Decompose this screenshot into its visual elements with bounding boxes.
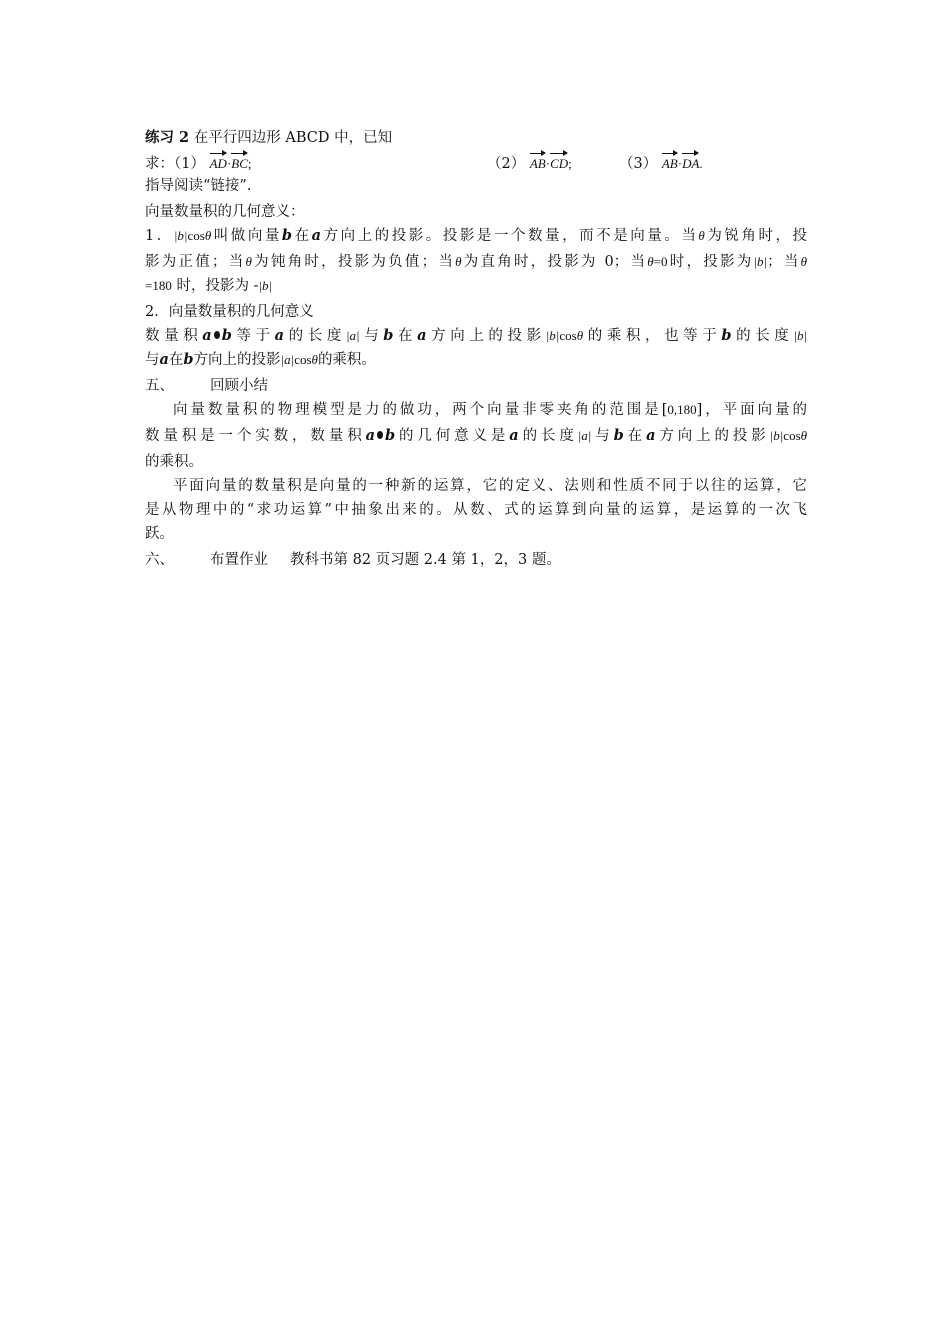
section5-heading: 五、 回顾小结	[145, 378, 268, 394]
p2-line1: 数量积a b等于a的长度|a|与b在a方向上的投影|b|cosθ的乘积，也等于b的长度|b|	[145, 327, 808, 344]
item1-end: ;	[247, 156, 252, 171]
geometric-meaning-heading: 向量数量积的几何意义：	[145, 204, 305, 220]
item1-number: （1）	[174, 156, 205, 172]
p2-heading: 2．向量数量积的几何意义	[145, 304, 314, 320]
vector-bc: BC	[231, 152, 248, 174]
vector-cd: CD	[550, 152, 568, 174]
item3-end: .	[699, 156, 703, 171]
vector-ab-2: AB	[662, 152, 678, 174]
sec5-para2-line2: 是从物理中的“求功运算”中抽象出来的。从数、式的运算到向量的运算，是运算的一次飞	[145, 502, 807, 518]
item3-number: （3）	[619, 156, 658, 172]
sec5-para1-line1: 向量数量积的物理模型是力的做功，两个向量非零夹角的范围是[0,180]，平面向量的	[173, 402, 807, 418]
vector-ab: AB	[530, 152, 546, 174]
item2: （2） AB·CD;	[487, 152, 572, 174]
exercise-text: 在平行四边形 ABCD 中，已知	[193, 130, 393, 146]
sec5-para1-line2: 数量积是一个实数，数量积a b的几何意义是a的长度|a|与b在a方向上的投影|b|cosθ	[145, 427, 808, 444]
ask-label: 求：	[145, 156, 174, 172]
item2-end: ;	[568, 156, 572, 171]
p1-line3: =180 时，投影为 -|b|	[145, 278, 273, 294]
p1-line2: 影为正值；当θ为钝角时，投影为负值；当θ为直角时，投影为 0；当θ=0时，投影为|b|；当θ	[145, 254, 808, 270]
p1-line1: 1．|b|cosθ叫做向量b在a方向上的投影。投影是一个数量，而不是向量。当θ为锐角时，投	[145, 227, 808, 244]
vector-ad: AD	[210, 152, 227, 174]
exercise-items: 求：（1） AD·BC; （2） AB·CD; （3） AB·DA.	[145, 152, 807, 174]
vector-da: DA	[682, 152, 699, 174]
section6-line: 六、 布置作业 教科书第 82 页习题 2.4 第 1，2，3 题。	[145, 552, 561, 568]
p2-line2: 与a在b方向上的投影|a|cosθ的乘积。	[145, 351, 376, 368]
item2-number: （2）	[487, 156, 526, 172]
exercise-title: 练习 2	[145, 129, 190, 146]
sec5-para2-line1: 平面向量的数量积是向量的一种新的运算，它的定义、法则和性质不同于以往的运算，它	[173, 478, 807, 494]
guide-line: 指导阅读“链接”.	[145, 178, 252, 194]
sec5-para2-line3: 跃。	[145, 526, 174, 542]
sec5-para1-line3: 的乘积。	[145, 454, 203, 470]
exercise-line	[145, 128, 392, 148]
item3: （3） AB·DA.	[619, 152, 703, 174]
